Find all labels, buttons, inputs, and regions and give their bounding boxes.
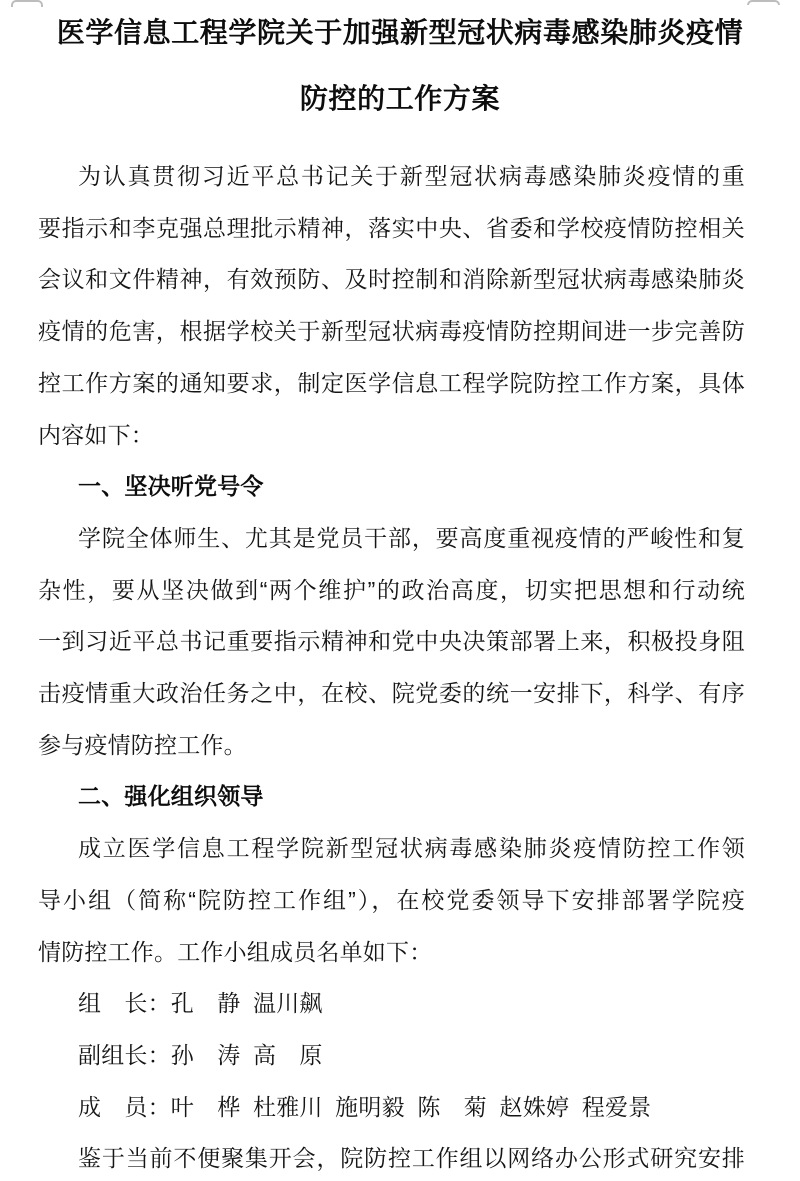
section-heading: 二、强化组织领导 <box>78 783 264 810</box>
roster-line: 副组长：孙 涛 高 原 <box>78 1041 323 1068</box>
document-title-line-1: 医学信息工程学院关于加强新型冠状病毒感染肺炎疫情 <box>56 17 744 48</box>
roster-line: 成 员：叶 桦 杜雅川 施明毅 陈 菊 赵姝婷 程爱景 <box>78 1093 652 1120</box>
paragraph-line: 内容如下： <box>38 421 154 448</box>
paragraph-line: 成立医学信息工程学院新型冠状病毒感染肺炎疫情防控工作领 <box>78 835 745 862</box>
document-body <box>0 151 800 1181</box>
section-heading: 一、坚决听党号令 <box>78 473 264 500</box>
paragraph-line: 击疫情重大政治任务之中，在校、院党委的统一安排下，科学、有序 <box>38 680 745 707</box>
paragraph-line: 杂性，要从坚决做到“两个维护”的政治高度，切实把思想和行动统 <box>38 576 745 603</box>
window-edge-artifact-right <box>747 0 780 5</box>
paragraph-line: 一到习近平总书记重要指示精神和党中央决策部署上来，积极投身阻 <box>38 628 745 655</box>
paragraph-line: 参与疫情防控工作。 <box>38 731 247 758</box>
paragraph-line: 疫情的危害，根据学校关于新型冠状病毒疫情防控期间进一步完善防 <box>38 318 745 345</box>
document-title-line-2: 防控的工作方案 <box>299 83 501 114</box>
paragraph-line: 控工作方案的通知要求，制定医学信息工程学院防控工作方案，具体 <box>38 369 745 396</box>
paragraph-line: 要指示和李克强总理批示精神，落实中央、省委和学校疫情防控相关 <box>38 214 745 241</box>
paragraph-line: 为认真贯彻习近平总书记关于新型冠状病毒感染肺炎疫情的重 <box>78 163 745 189</box>
roster-line: 组 长：孔 静 温川飙 <box>78 990 323 1017</box>
paragraph-line: 学院全体师生、尤其是党员干部，要高度重视疫情的严峻性和复 <box>78 524 745 551</box>
window-edge-artifact-left <box>11 0 43 7</box>
document-title <box>0 0 800 132</box>
paragraph-line: 鉴于当前不便聚集开会，院防控工作组以网络办公形式研究安排 <box>78 1145 745 1172</box>
paragraph-line: 情防控工作。工作小组成员名单如下： <box>38 938 433 965</box>
paragraph-line: 导小组（简称“院防控工作组”），在校党委领导下安排部署学院疫 <box>38 886 745 913</box>
paragraph-line: 会议和文件精神，有效预防、及时控制和消除新型冠状病毒感染肺炎 <box>38 266 745 293</box>
